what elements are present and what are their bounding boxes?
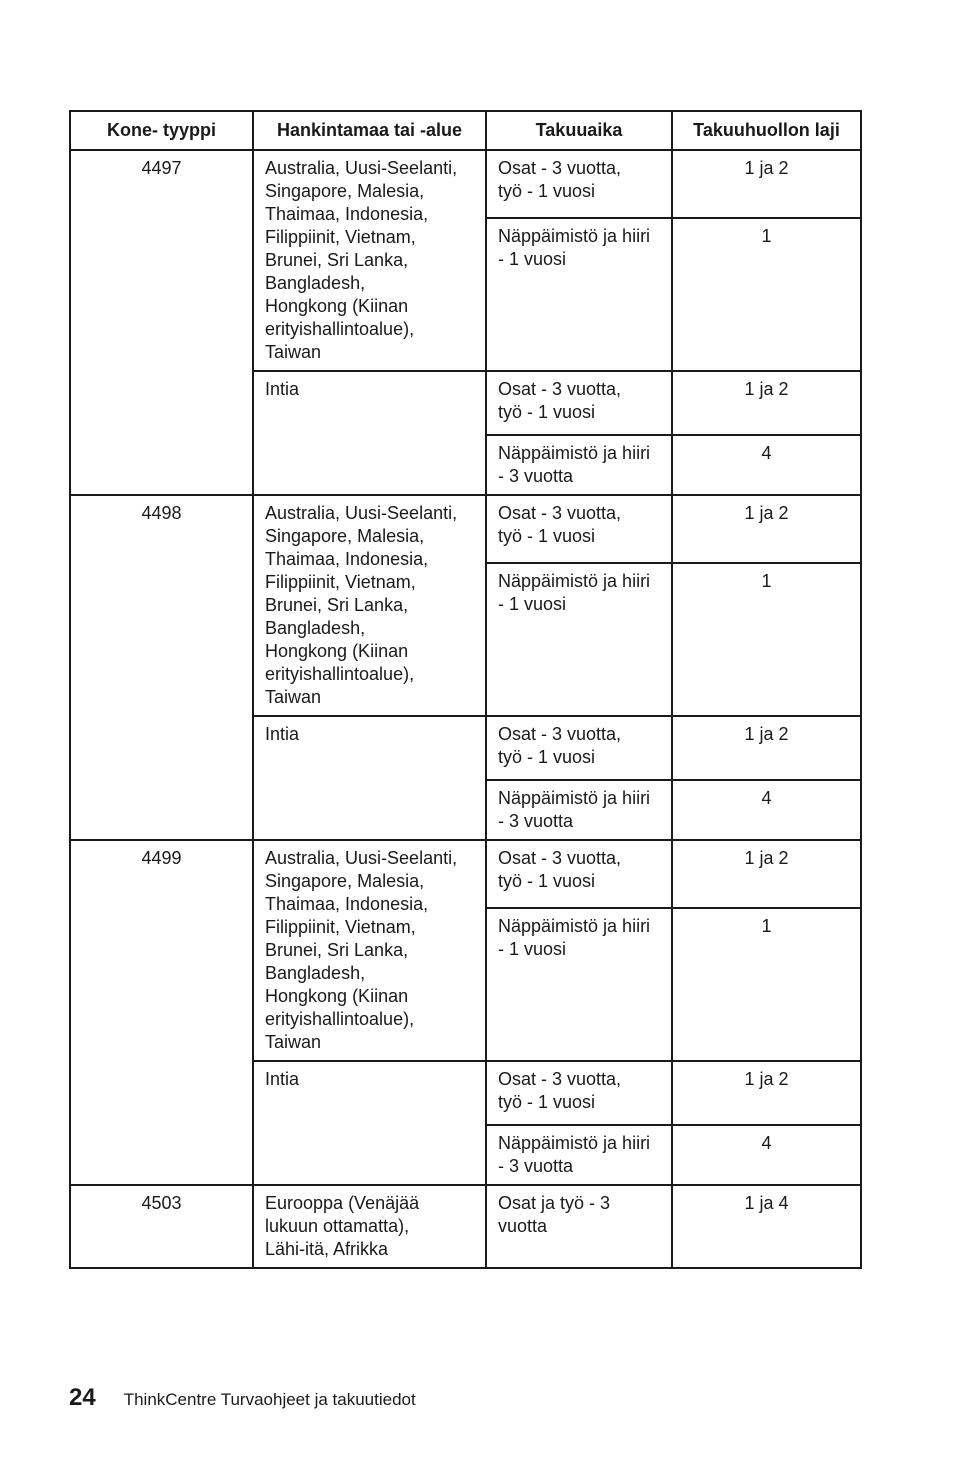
service-type-cell: 1 ja 2	[672, 371, 861, 435]
page-footer	[69, 1384, 416, 1416]
document-title: ThinkCentre Turvaohjeet ja takuutiedot	[123, 1390, 416, 1409]
machine-type-cell: 4499	[70, 840, 253, 1185]
header-service-type: Takuuhuollon laji	[672, 111, 861, 150]
warranty-period-cell: Osat - 3 vuotta, työ - 1 vuosi	[486, 150, 672, 218]
machine-type-cell: 4497	[70, 150, 253, 495]
service-type-cell: 4	[672, 780, 861, 840]
service-type-cell: 4	[672, 1125, 861, 1185]
table-row	[70, 1185, 861, 1268]
service-type-cell: 1	[672, 908, 861, 1061]
warranty-period-cell: Osat - 3 vuotta, työ - 1 vuosi	[486, 1061, 672, 1125]
table-row	[70, 150, 861, 218]
service-type-cell: 4	[672, 435, 861, 495]
warranty-period-cell: Näppäimistö ja hiiri - 3 vuotta	[486, 1125, 672, 1185]
service-type-cell: 1 ja 2	[672, 1061, 861, 1125]
header-warranty-period: Takuuaika	[486, 111, 672, 150]
warranty-period-cell: Näppäimistö ja hiiri - 3 vuotta	[486, 435, 672, 495]
region-cell: Intia	[253, 1061, 486, 1185]
region-cell: Australia, Uusi-Seelanti, Singapore, Malesia, Thaimaa, Indonesia, Filippiinit, Vietnam, Brunei, Sri Lanka, Bangladesh, Hongkong (Kiinan erityishallintoalue), Taiwan	[253, 495, 486, 716]
machine-type-cell: 4503	[70, 1185, 253, 1268]
warranty-period-cell: Osat ja työ - 3 vuotta	[486, 1185, 672, 1268]
warranty-period-cell: Osat - 3 vuotta, työ - 1 vuosi	[486, 371, 672, 435]
warranty-period-cell: Näppäimistö ja hiiri - 1 vuosi	[486, 218, 672, 371]
table-row	[70, 840, 861, 908]
service-type-cell: 1 ja 2	[672, 150, 861, 218]
table-row	[70, 495, 861, 563]
region-cell: Eurooppa (Venäjää lukuun ottamatta), Lähi-itä, Afrikka	[253, 1185, 486, 1268]
table-header-row	[70, 111, 861, 150]
warranty-period-cell: Näppäimistö ja hiiri - 1 vuosi	[486, 908, 672, 1061]
warranty-table	[69, 110, 862, 1269]
region-cell: Intia	[253, 716, 486, 840]
region-cell: Australia, Uusi-Seelanti, Singapore, Malesia, Thaimaa, Indonesia, Filippiinit, Vietnam, Brunei, Sri Lanka, Bangladesh, Hongkong (Kiinan erityishallintoalue), Taiwan	[253, 840, 486, 1061]
page-number: 24	[69, 1384, 96, 1411]
service-type-cell: 1	[672, 218, 861, 371]
header-machine-type: Kone- tyyppi	[70, 111, 253, 150]
warranty-period-cell: Osat - 3 vuotta, työ - 1 vuosi	[486, 840, 672, 908]
header-region: Hankintamaa tai -alue	[253, 111, 486, 150]
service-type-cell: 1 ja 2	[672, 716, 861, 780]
warranty-period-cell: Näppäimistö ja hiiri - 3 vuotta	[486, 780, 672, 840]
service-type-cell: 1 ja 4	[672, 1185, 861, 1268]
region-cell: Australia, Uusi-Seelanti, Singapore, Malesia, Thaimaa, Indonesia, Filippiinit, Vietnam, Brunei, Sri Lanka, Bangladesh, Hongkong (Kiinan erityishallintoalue), Taiwan	[253, 150, 486, 371]
warranty-period-cell: Osat - 3 vuotta, työ - 1 vuosi	[486, 716, 672, 780]
service-type-cell: 1 ja 2	[672, 495, 861, 563]
machine-type-cell: 4498	[70, 495, 253, 840]
warranty-period-cell: Osat - 3 vuotta, työ - 1 vuosi	[486, 495, 672, 563]
service-type-cell: 1	[672, 563, 861, 716]
region-cell: Intia	[253, 371, 486, 495]
service-type-cell: 1 ja 2	[672, 840, 861, 908]
warranty-period-cell: Näppäimistö ja hiiri - 1 vuosi	[486, 563, 672, 716]
